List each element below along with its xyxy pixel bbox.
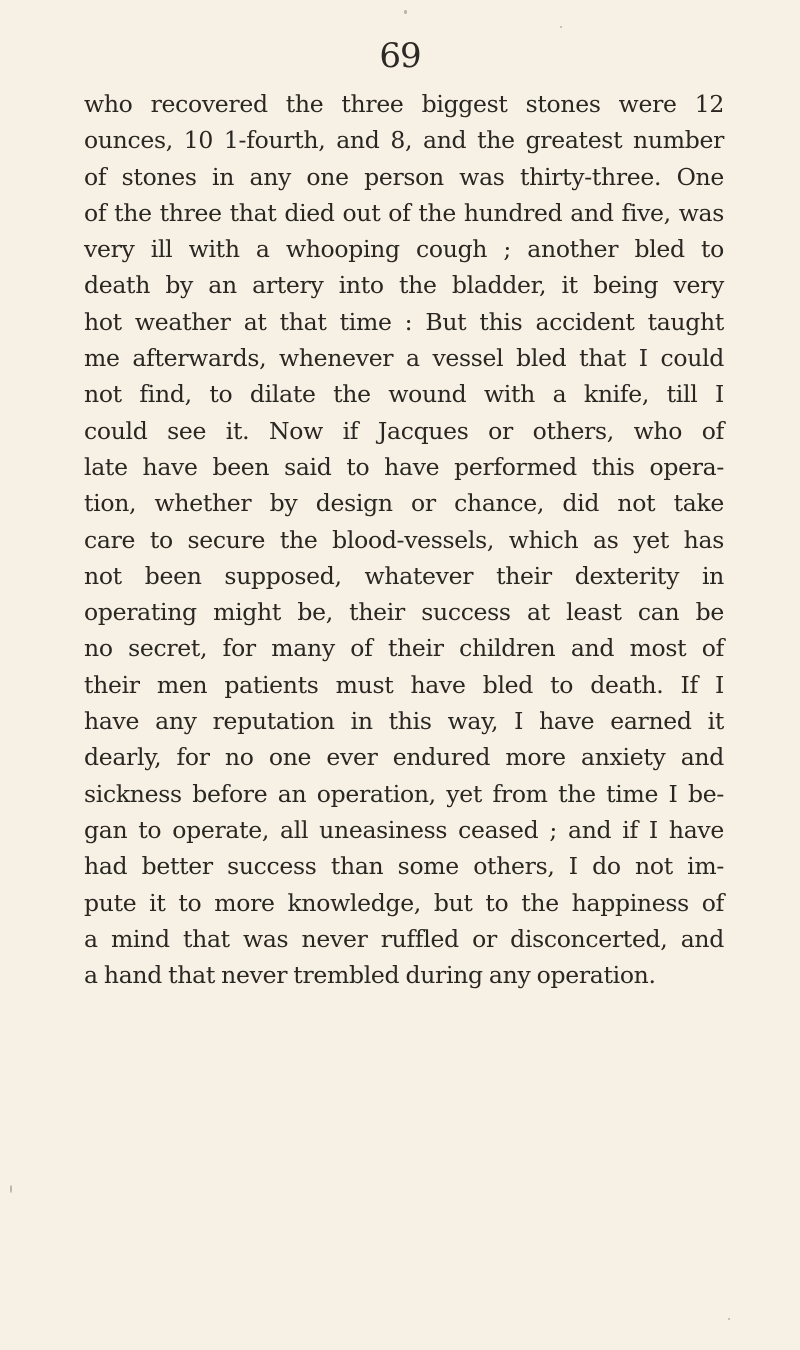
text-line: had better success than some others, I do not im- xyxy=(84,852,724,881)
text-line: hot weather at that time : But this accident taught xyxy=(84,307,724,336)
paper-speck xyxy=(560,26,562,28)
text-line: very ill with a whooping cough ; another bled to xyxy=(84,235,724,264)
text-line: have any reputation in this way, I have earned it xyxy=(84,707,724,736)
text-line: of the three that died out of the hundred and five, was xyxy=(84,198,724,227)
text-line: dearly, for no one ever endured more anxiety and xyxy=(84,743,724,772)
text-line: their men patients must have bled to death. If I xyxy=(84,670,724,699)
text-line: ounces, 10 1-fourth, and 8, and the greatest number xyxy=(84,126,724,155)
text-line: operating might be, their success at least can be xyxy=(84,598,724,627)
text-line: a mind that was never ruffled or disconcerted, and xyxy=(84,924,724,953)
paper-speck xyxy=(404,10,407,14)
text-line: me afterwards, whenever a vessel bled that I could xyxy=(84,344,724,373)
page-number: 69 xyxy=(379,36,421,76)
text-line: could see it. Now if Jacques or others, who of xyxy=(84,416,724,445)
text-line: tion, whether by design or chance, did not take xyxy=(84,489,724,518)
text-line: pute it to more knowledge, but to the happiness of xyxy=(84,888,724,917)
paper-speck xyxy=(10,1185,12,1193)
text-line: sickness before an operation, yet from the time I be- xyxy=(84,779,724,808)
paper-speck xyxy=(728,1318,730,1320)
text-line: late have been said to have performed this opera- xyxy=(84,452,724,481)
text-line: of stones in any one person was thirty-three. One xyxy=(84,162,724,191)
text-line: death by an artery into the bladder, it being very xyxy=(84,271,724,300)
text-line: no secret, for many of their children and most of xyxy=(84,634,724,663)
text-line: care to secure the blood-vessels, which as yet has xyxy=(84,525,724,554)
text-line: not been supposed, whatever their dexterity in xyxy=(84,561,724,590)
text-line: gan to operate, all uneasiness ceased ; and if I have xyxy=(84,815,724,844)
text-line: a hand that never trembled during any operation. xyxy=(84,961,656,990)
text-line: not find, to dilate the wound with a knife, till I xyxy=(84,380,724,409)
body-paragraph xyxy=(84,86,724,993)
text-line: who recovered the three biggest stones were 12 xyxy=(84,90,724,118)
